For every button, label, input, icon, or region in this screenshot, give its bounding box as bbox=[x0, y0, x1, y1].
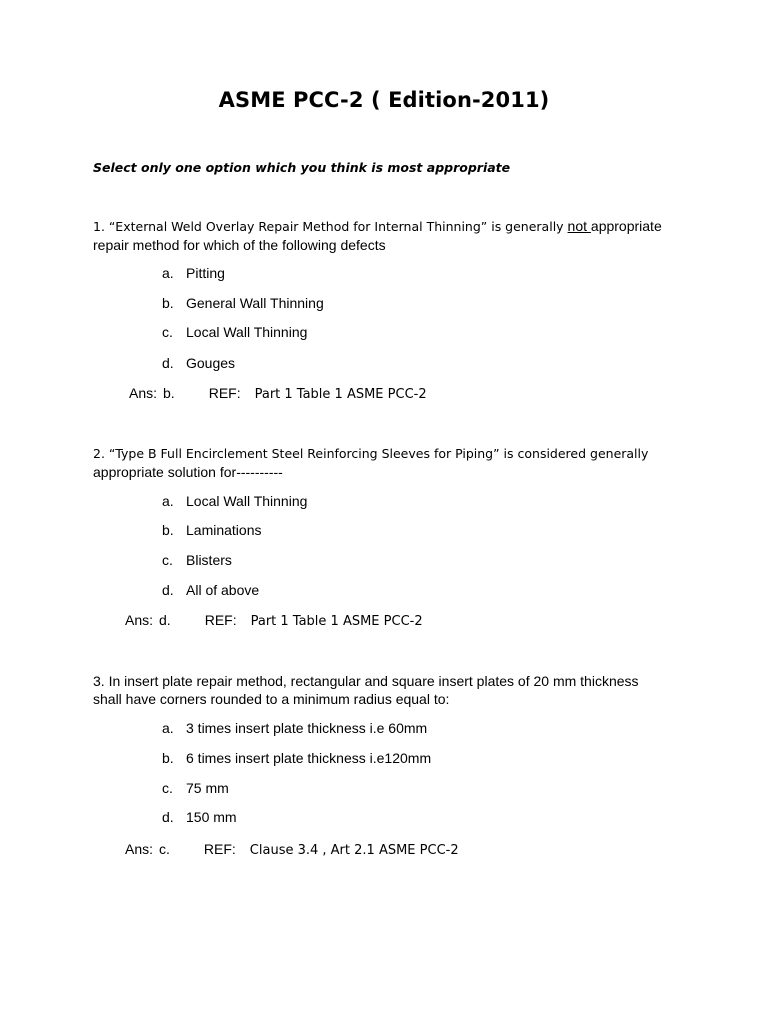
ref-label: REF: bbox=[208, 385, 241, 401]
option-letter: d. bbox=[162, 582, 174, 598]
answer-value: c. bbox=[159, 841, 170, 857]
question-1-option-b bbox=[162, 294, 324, 312]
option-letter: d. bbox=[162, 809, 174, 825]
ref-label: REF: bbox=[204, 612, 237, 628]
option-text: 3 times insert plate thickness i.e 60mm bbox=[186, 720, 428, 736]
ref-value: Clause 3.4 , Art 2.1 ASME PCC-2 bbox=[249, 843, 459, 858]
question-2-option-b bbox=[162, 521, 262, 539]
question-3-line-2: shall have corners rounded to a minimum radius equal to: bbox=[93, 691, 450, 707]
question-1-option-a bbox=[162, 264, 225, 282]
option-text: Local Wall Thinning bbox=[186, 324, 308, 340]
option-letter: a. bbox=[162, 720, 174, 736]
question-2-line-1 bbox=[93, 444, 693, 463]
question-2-option-a bbox=[162, 492, 307, 510]
option-text: Gouges bbox=[186, 355, 236, 371]
question-2-line-2: appropriate solution for---------- bbox=[93, 464, 283, 480]
option-letter: b. bbox=[162, 750, 174, 766]
option-text: 75 mm bbox=[186, 780, 229, 796]
ref-label: REF: bbox=[203, 841, 236, 857]
question-3-number: 3. bbox=[93, 673, 105, 689]
answer-value: b. bbox=[163, 385, 175, 401]
question-1-line-1 bbox=[93, 217, 693, 236]
question-3-text-part1: In insert plate repair method, rectangular and square insert plates of 20 mm thickness bbox=[108, 673, 639, 689]
option-text: Pitting bbox=[186, 265, 225, 281]
question-3-option-b bbox=[162, 749, 431, 767]
answer-label: Ans: bbox=[129, 385, 158, 401]
option-text: Local Wall Thinning bbox=[186, 493, 308, 509]
option-letter: d. bbox=[162, 355, 174, 371]
question-2-text-part1: “Type B Full Encirclement Steel Reinforcing Sleeves for Piping” is considered generally bbox=[108, 446, 649, 461]
answer-label: Ans: bbox=[125, 841, 154, 857]
instruction-text: Select only one option which you think is most appropriate bbox=[93, 160, 511, 175]
question-1-number: 1. bbox=[93, 219, 105, 234]
option-letter: b. bbox=[162, 295, 174, 311]
option-text: All of above bbox=[186, 582, 260, 598]
question-3-option-a bbox=[162, 719, 427, 737]
question-3-option-d bbox=[162, 808, 237, 826]
option-text: General Wall Thinning bbox=[186, 295, 324, 311]
question-2-option-d bbox=[162, 581, 259, 599]
question-3 bbox=[93, 672, 693, 708]
question-3-answer bbox=[125, 840, 459, 860]
option-text: 6 times insert plate thickness i.e120mm bbox=[186, 750, 432, 766]
option-text: 150 mm bbox=[186, 809, 237, 825]
answer-value: d. bbox=[159, 612, 171, 628]
question-1-answer bbox=[129, 384, 427, 404]
ref-value: Part 1 Table 1 ASME PCC-2 bbox=[254, 387, 427, 402]
question-2-option-c bbox=[162, 551, 232, 569]
question-1-option-d bbox=[162, 354, 235, 372]
option-letter: a. bbox=[162, 265, 174, 281]
question-1-text-part2: appropriate bbox=[590, 218, 662, 234]
question-1-option-c bbox=[162, 323, 307, 341]
question-1-line-2: repair method for which of the following defects bbox=[93, 237, 386, 253]
ref-value: Part 1 Table 1 ASME PCC-2 bbox=[250, 614, 423, 629]
question-2-answer bbox=[125, 611, 423, 631]
option-text: Laminations bbox=[186, 522, 262, 538]
option-letter: c. bbox=[162, 552, 173, 568]
question-1-text-underlined: not bbox=[567, 218, 591, 234]
question-1-text-part1: “External Weld Overlay Repair Method for Internal Thinning” is generally bbox=[108, 219, 568, 234]
option-letter: a. bbox=[162, 493, 174, 509]
option-letter: c. bbox=[162, 780, 173, 796]
question-2 bbox=[93, 444, 693, 481]
answer-label: Ans: bbox=[125, 612, 154, 628]
option-text: Blisters bbox=[186, 552, 232, 568]
option-letter: b. bbox=[162, 522, 174, 538]
document-title: ASME PCC-2 ( Edition-2011) bbox=[218, 88, 550, 112]
question-2-number: 2. bbox=[93, 446, 105, 461]
question-3-line-1 bbox=[93, 672, 693, 690]
question-1 bbox=[93, 217, 693, 254]
question-3-option-c bbox=[162, 779, 229, 797]
option-letter: c. bbox=[162, 324, 173, 340]
